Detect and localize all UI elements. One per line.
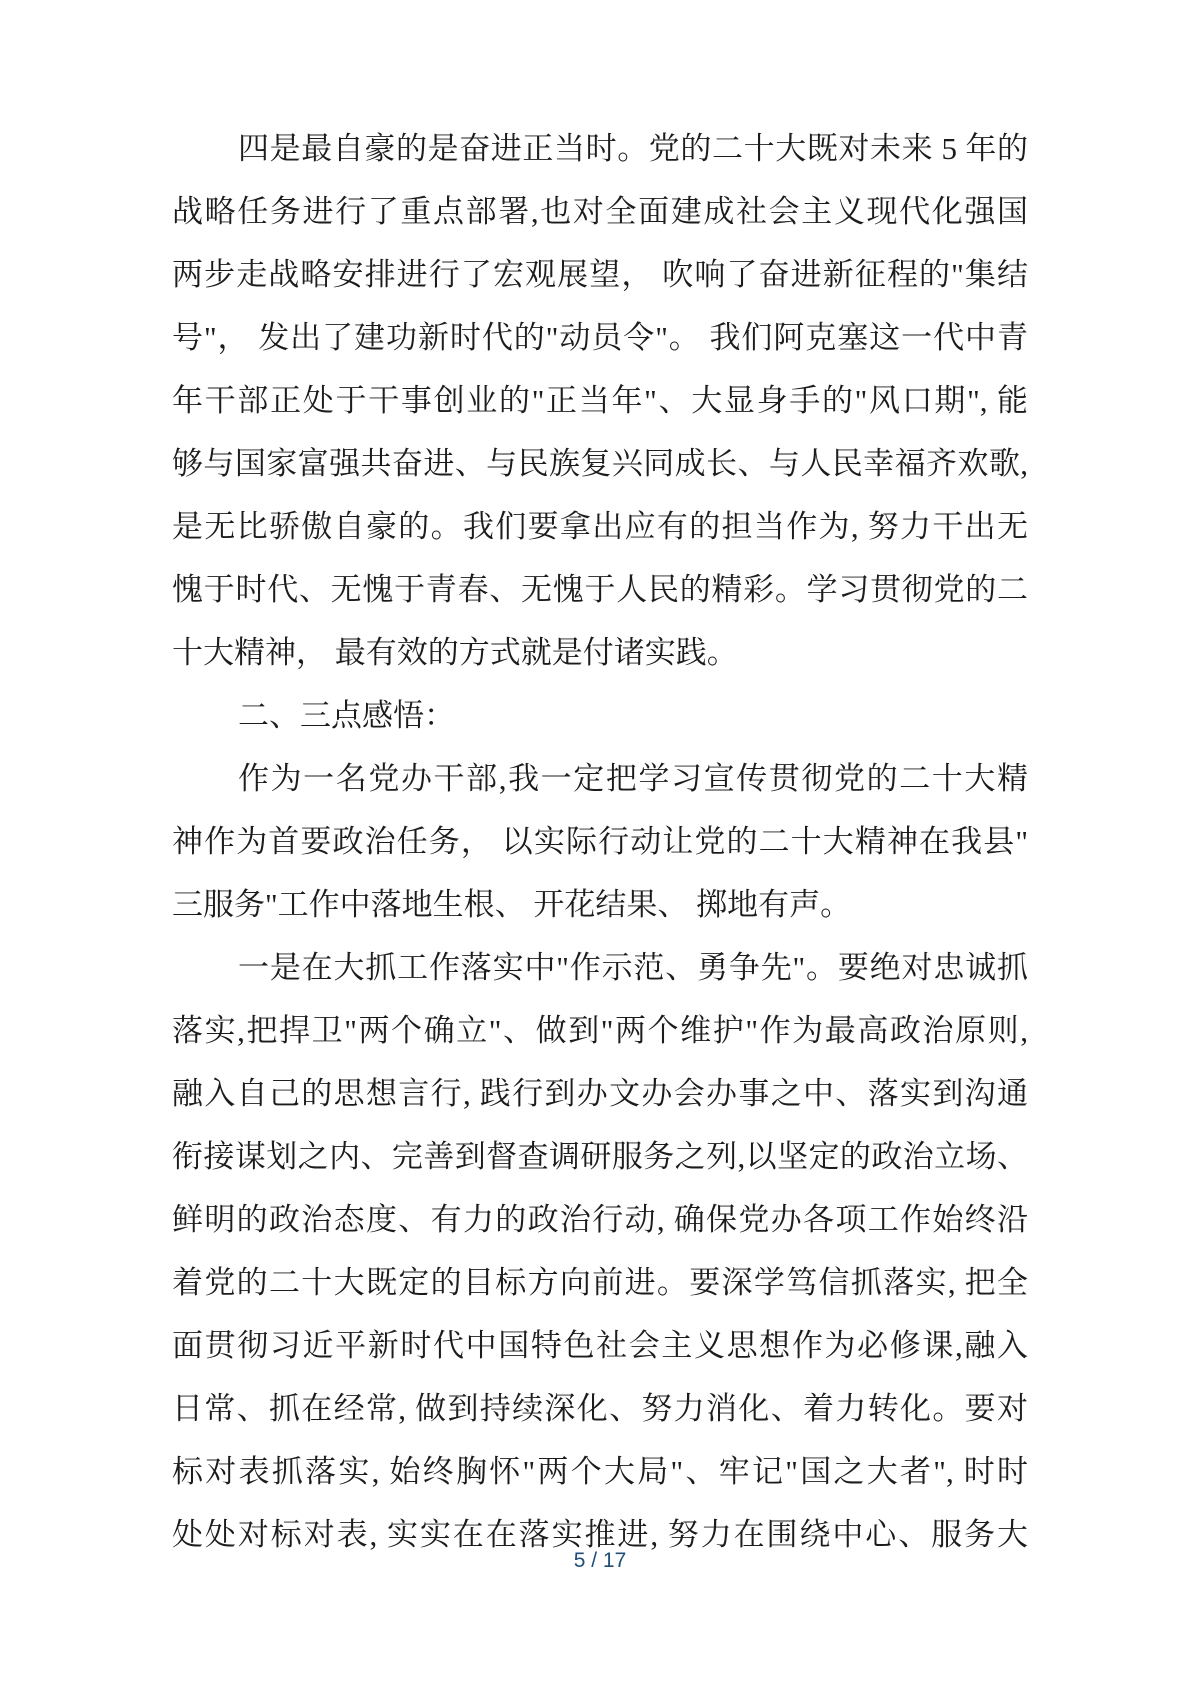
- text-line: 够与国家富强共奋进、与民族复兴同成长、与人民幸福齐欢歌,: [172, 446, 1028, 481]
- text-line: 年干部正处于干事创业的"正当年"、大显身手的"风口期", 能: [172, 383, 1028, 418]
- text-line: 融入自己的思想言行, 践行到办文办会办事之中、落实到沟通: [172, 1076, 1028, 1111]
- text-line: 二、三点感悟：: [238, 698, 455, 733]
- text-line: 两步走战略安排进行了宏观展望， 吹响了奋进新征程的"集结: [172, 257, 1028, 292]
- text-line: 面贯彻习近平新时代中国特色社会主义思想作为必修课,融入: [172, 1328, 1028, 1363]
- text-line: 是无比骄傲自豪的。我们要拿出应有的担当作为, 努力干出无: [172, 509, 1028, 544]
- text-line: 四是最自豪的是奋进正当时。党的二十大既对未来 5 年的: [238, 131, 1028, 166]
- text-line: 衔接谋划之内、完善到督查调研服务之列,以坚定的政治立场、: [172, 1139, 1028, 1174]
- text-line: 战略任务进行了重点部署,也对全面建成社会主义现代化强国: [172, 194, 1028, 229]
- text-line: 三服务"工作中落地生根、 开花结果、 掷地有声。: [172, 887, 852, 922]
- text-line: 着党的二十大既定的目标方向前进。要深学笃信抓落实, 把全: [172, 1265, 1028, 1300]
- text-line: 处处对标对表, 实实在在落实推进, 努力在围绕中心、服务大: [172, 1517, 1028, 1552]
- text-line: 十大精神， 最有效的方式就是付诸实践。: [172, 635, 738, 670]
- text-line: 鲜明的政治态度、有力的政治行动, 确保党办各项工作始终沿: [172, 1202, 1028, 1237]
- text-line: 愧于时代、无愧于青春、无愧于人民的精彩。学习贯彻党的二: [172, 572, 1028, 607]
- text-line: 一是在大抓工作落实中"作示范、勇争先"。要绝对忠诚抓: [238, 950, 1028, 985]
- document-body: [172, 117, 1028, 1566]
- text-line: 落实,把捍卫"两个确立"、做到"两个维护"作为最高政治原则,: [172, 1013, 1028, 1048]
- text-line: 神作为首要政治任务， 以实际行动让党的二十大精神在我县": [172, 824, 1028, 859]
- text-line: 日常、抓在经常, 做到持续深化、努力消化、着力转化。要对: [172, 1391, 1028, 1426]
- text-line: 号"， 发出了建功新时代的"动员令"。 我们阿克塞这一代中青: [172, 320, 1028, 355]
- text-line: 作为一名党办干部,我一定把学习宣传贯彻党的二十大精: [238, 761, 1028, 796]
- page-number: 5 / 17: [573, 1549, 627, 1572]
- text-line: 标对表抓落实, 始终胸怀"两个大局"、牢记"国之大者", 时时: [172, 1454, 1028, 1489]
